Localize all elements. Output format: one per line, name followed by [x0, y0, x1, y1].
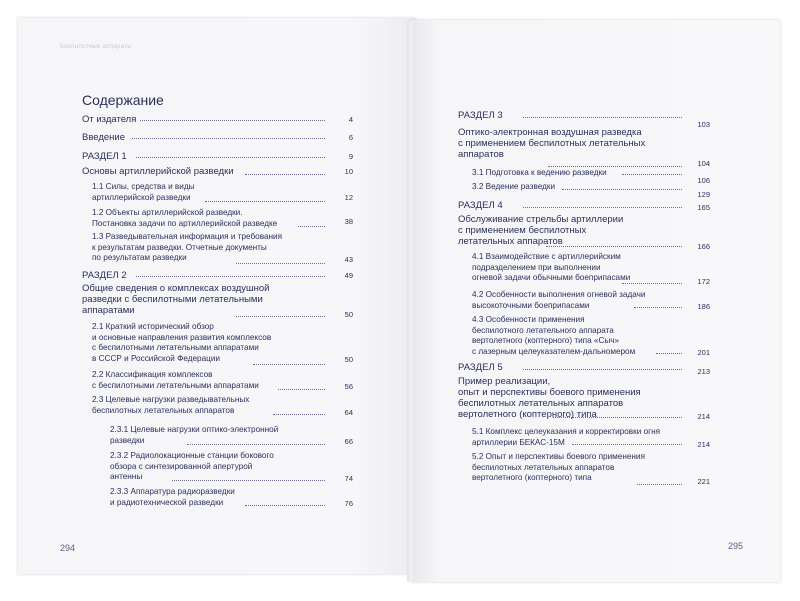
- toc-page-number-right-7: 172: [697, 277, 710, 286]
- toc-page-number-right-1: 103: [697, 120, 710, 129]
- toc-entry-left-7: 1.3 Разведывательная информация и требования к результатам разведки. Отчетные документы по результатам разведки: [92, 232, 283, 262]
- toc-page-number-right-12: 214: [697, 440, 710, 449]
- toc-leader-left-13: [187, 444, 325, 445]
- toc-entry-right-4: 3.2 Ведение разведки: [472, 182, 556, 191]
- toc-leader-left-3: [136, 157, 325, 158]
- toc-leader-left-2: [132, 138, 325, 139]
- toc-entry-right-5: РАЗДЕЛ 4: [458, 200, 503, 211]
- toc-entry-right-8: 4.2 Особенности выполнения огневой задачи высокоточными боеприпасами: [472, 290, 646, 310]
- toc-page-number-right-3: 106: [697, 176, 710, 185]
- toc-page-number-left-15: 76: [344, 499, 353, 508]
- toc-entry-left-1: От издателя: [82, 114, 137, 125]
- toc-leader-right-8: [634, 307, 682, 308]
- toc-page-number-left-14: 74: [344, 474, 353, 483]
- toc-leader-right-9: [656, 353, 682, 354]
- toc-leader-right-13: [637, 484, 682, 485]
- toc-page-number-left-11: 56: [344, 382, 353, 391]
- toc-leader-left-8: [136, 276, 325, 277]
- toc-entry-left-4: Основы артиллерийской разведки: [82, 166, 234, 177]
- toc-entry-left-15: 2.3.3 Аппаратура радиоразведки и радиотехнической разведки: [110, 487, 235, 507]
- toc-page-number-left-7: 43: [344, 255, 353, 264]
- toc-title: Содержание: [82, 92, 164, 108]
- toc-page-number-left-8: 49: [344, 271, 353, 280]
- toc-page-number-right-13: 221: [697, 477, 710, 486]
- toc-leader-left-5: [205, 201, 325, 202]
- toc-leader-right-5: [523, 207, 682, 208]
- toc-leader-right-11: [553, 417, 682, 418]
- toc-leader-right-10: [523, 369, 682, 370]
- toc-entry-right-2: Оптико-электронная воздушная разведка с применением беспилотных летательных аппаратов: [458, 127, 646, 160]
- toc-entry-right-1: РАЗДЕЛ 3: [458, 110, 503, 121]
- toc-entry-left-6: 1.2 Объекты артиллерийской разведки. Постановка задачи по артиллерийской разведке: [92, 208, 278, 228]
- toc-entry-left-8: РАЗДЕЛ 2: [82, 270, 127, 281]
- toc-page-number-right-4: 129: [697, 190, 710, 199]
- toc-page-number-right-2: 104: [697, 159, 710, 168]
- toc-page-number-left-3: 9: [348, 152, 353, 161]
- toc-page-number-right-5: 165: [697, 203, 710, 212]
- toc-page-number-right-11: 214: [697, 412, 710, 421]
- toc-leader-right-12: [572, 444, 682, 445]
- toc-leader-left-10: [253, 364, 325, 365]
- toc-entry-right-11: Пример реализации, опыт и перспективы боевого применения беспилотных летательных аппаратов вертолетного (коптерного) типа: [458, 376, 641, 420]
- folio-left: 294: [60, 543, 76, 553]
- toc-leader-left-1: [140, 120, 325, 121]
- toc-page-number-right-8: 186: [697, 302, 710, 311]
- toc-entry-right-3: 3.1 Подготовка к ведению разведки: [472, 168, 607, 177]
- toc-entry-right-6: Обслуживание стрельбы артиллерии с применением беспилотных летательных аппаратов: [458, 214, 624, 247]
- toc-page-number-left-6: 38: [344, 217, 353, 226]
- toc-entry-left-2: Введение: [82, 132, 126, 143]
- toc-leader-left-12: [273, 414, 325, 415]
- toc-page-number-right-9: 201: [697, 348, 710, 357]
- toc-leader-right-3: [622, 174, 682, 175]
- running-head: Беспилотные аппараты: [60, 44, 132, 50]
- toc-page-number-left-12: 64: [344, 408, 353, 417]
- toc-leader-left-7: [236, 263, 325, 264]
- toc-entry-right-7: 4.1 Взаимодействие с артиллерийским подразделением при выполнении огневой задачи обычными боеприпасами: [472, 252, 631, 282]
- toc-page-number-left-10: 50: [344, 355, 353, 364]
- folio-right: 295: [728, 541, 744, 551]
- toc-leader-left-6: [298, 226, 325, 227]
- toc-page-number-left-1: 4: [348, 115, 353, 124]
- toc-entry-left-3: РАЗДЕЛ 1: [82, 151, 127, 162]
- toc-page-number-right-10: 213: [697, 367, 710, 376]
- toc-leader-left-4: [245, 174, 325, 175]
- toc-entry-left-5: 1.1 Силы, средства и виды артиллерийской разведки: [92, 182, 195, 202]
- toc-leader-right-2: [548, 166, 682, 167]
- toc-entry-right-9: 4.3 Особенности применения беспилотного летательного аппарата вертолетного (коптерного) типа «Сыч» с лазерным целеуказателем-дальномером: [472, 315, 636, 356]
- toc-page-number-right-6: 166: [697, 242, 710, 251]
- toc-page-number-left-9: 50: [344, 310, 353, 319]
- toc-page-number-left-5: 12: [344, 193, 353, 202]
- toc-entry-left-11: 2.2 Классификация комплексов с беспилотными летательными аппаратами: [92, 370, 259, 390]
- toc-leader-left-11: [278, 389, 325, 390]
- toc-page-number-left-13: 66: [344, 437, 353, 446]
- toc-entry-right-12: 5.1 Комплекс целеуказания и корректировки огня артиллерии БЕКАС-15М: [472, 427, 661, 447]
- toc-entry-right-13: 5.2 Опыт и перспективы боевого применения беспилотных летательных аппаратов вертолетного (коптерного) типа: [472, 452, 645, 482]
- toc-page-number-left-4: 10: [344, 167, 353, 176]
- toc-entry-right-10: РАЗДЕЛ 5: [458, 362, 503, 373]
- toc-entry-left-13: 2.3.1 Целевые нагрузки оптико-электронной разведки: [110, 425, 279, 445]
- toc-entry-left-14: 2.3.2 Радиолокационные станции бокового обзора с синтезированной апертурой антенны: [110, 451, 274, 481]
- toc-page-number-left-2: 6: [348, 133, 353, 142]
- toc-entry-left-12: 2.3 Целевые нагрузки разведывательных беспилотных летательных аппаратов: [92, 395, 250, 415]
- toc-leader-right-7: [622, 283, 682, 284]
- toc-leader-left-9: [236, 316, 325, 317]
- book-gutter: [407, 22, 415, 582]
- toc-entry-left-10: 2.1 Краткий исторический обзор и основные направления развития комплексов с беспилотными летательными аппаратами в СССР и Российской Федерации: [92, 322, 272, 363]
- toc-leader-left-14: [172, 480, 325, 481]
- toc-leader-left-15: [245, 505, 325, 506]
- toc-leader-right-1: [523, 117, 682, 118]
- toc-leader-right-4: [562, 189, 682, 190]
- toc-leader-right-6: [546, 246, 682, 247]
- toc-entry-left-9: Общие сведения о комплексах воздушной разведки с беспилотными летательными аппаратами: [82, 283, 270, 316]
